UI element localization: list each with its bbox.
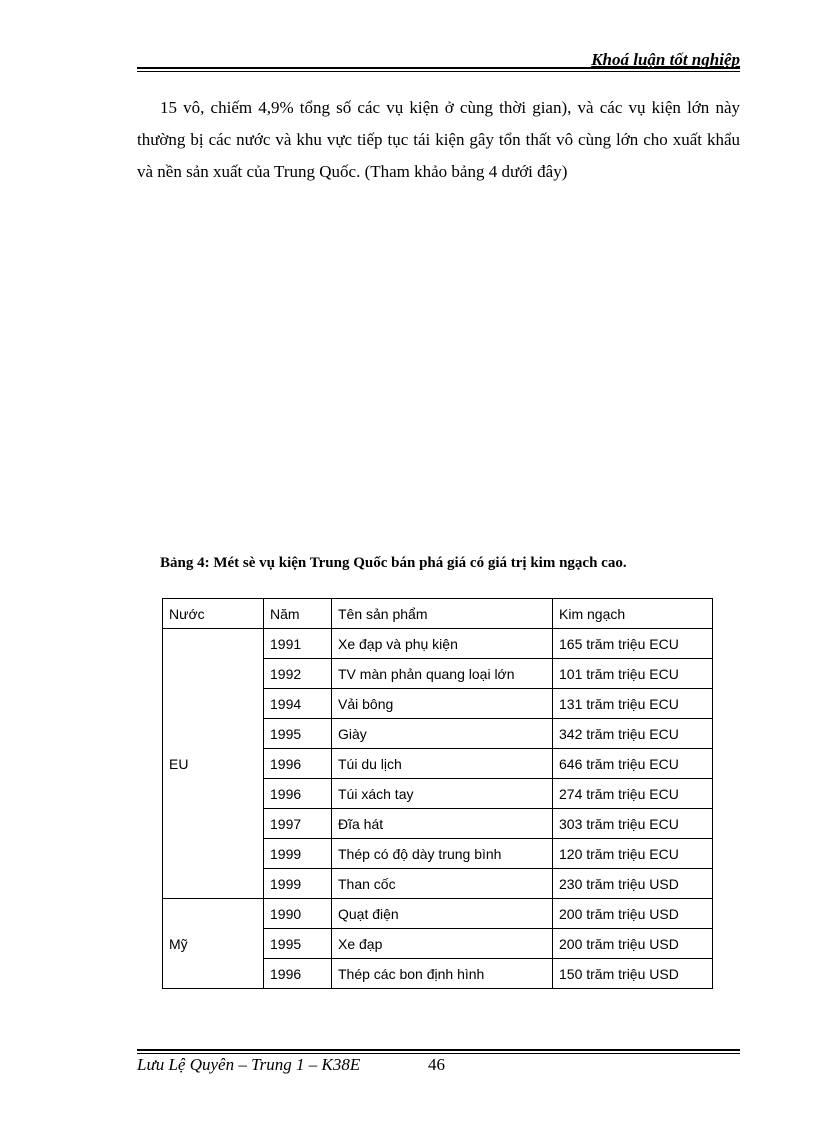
year-cell: 1997 [264, 809, 332, 839]
year-cell: 1992 [264, 659, 332, 689]
product-cell: Xe đạp và phụ kiện [332, 629, 553, 659]
table-row [163, 899, 713, 929]
product-cell: Túi xách tay [332, 779, 553, 809]
product-cell: Thép có độ dày trung bình [332, 839, 553, 869]
value-cell: 200 trăm triệu USD [553, 899, 713, 929]
value-cell: 342 trăm triệu ECU [553, 719, 713, 749]
product-cell: Quạt điện [332, 899, 553, 929]
year-cell: 1995 [264, 929, 332, 959]
header-rule [137, 67, 740, 69]
product-cell: Vải bông [332, 689, 553, 719]
body-paragraph: 15 vô, chiếm 4,9% tổng số các vụ kiện ở cùng thời gian), và các vụ kiện lớn này thường bị các nước và khu vực tiếp tục tái kiện gây tổn thất vô cùng lớn cho xuất khẩu và nền sản xuất của Trung Quốc. (Tham khảo bảng 4 dưới đây) [137, 98, 740, 181]
value-cell: 200 trăm triệu USD [553, 929, 713, 959]
value-cell: 120 trăm triệu ECU [553, 839, 713, 869]
year-cell: 1995 [264, 719, 332, 749]
country-cell: Mỹ [163, 899, 264, 989]
year-cell: 1996 [264, 779, 332, 809]
page-number: 46 [428, 1055, 445, 1074]
value-cell: 165 trăm triệu ECU [553, 629, 713, 659]
lawsuit-table [162, 598, 713, 989]
value-cell: 303 trăm triệu ECU [553, 809, 713, 839]
value-cell: 150 trăm triệu USD [553, 959, 713, 989]
column-header-product: Tên sản phẩm [332, 599, 553, 629]
table-row [163, 629, 713, 659]
product-cell: Thép các bon định hình [332, 959, 553, 989]
table-header-row [163, 599, 713, 629]
column-header-country: Nước [163, 599, 264, 629]
year-cell: 1990 [264, 899, 332, 929]
year-cell: 1999 [264, 839, 332, 869]
product-cell: Đĩa hát [332, 809, 553, 839]
value-cell: 230 trăm triệu USD [553, 869, 713, 899]
column-header-year: Năm [264, 599, 332, 629]
product-cell: Giày [332, 719, 553, 749]
year-cell: 1999 [264, 869, 332, 899]
footer-rule [137, 1049, 740, 1051]
product-cell: Túi du lịch [332, 749, 553, 779]
year-cell: 1994 [264, 689, 332, 719]
table-caption: Bảng 4: Mét sè vụ kiện Trung Quốc bán phá giá có giá trị kim ngạch cao. [160, 555, 627, 571]
year-cell: 1991 [264, 629, 332, 659]
value-cell: 131 trăm triệu ECU [553, 689, 713, 719]
footer-author: Lưu Lệ Quyên – Trung 1 – K38E [137, 1055, 361, 1074]
column-header-value: Kim ngạch [553, 599, 713, 629]
footer-rule-thin [137, 1053, 740, 1054]
value-cell: 274 trăm triệu ECU [553, 779, 713, 809]
document-header-title: Khoá luận tốt nghiệp [591, 50, 740, 69]
value-cell: 646 trăm triệu ECU [553, 749, 713, 779]
value-cell: 101 trăm triệu ECU [553, 659, 713, 689]
year-cell: 1996 [264, 959, 332, 989]
product-cell: Than cốc [332, 869, 553, 899]
year-cell: 1996 [264, 749, 332, 779]
product-cell: TV màn phản quang loại lớn [332, 659, 553, 689]
product-cell: Xe đạp [332, 929, 553, 959]
country-cell: EU [163, 629, 264, 899]
header-rule-thin [137, 71, 740, 72]
